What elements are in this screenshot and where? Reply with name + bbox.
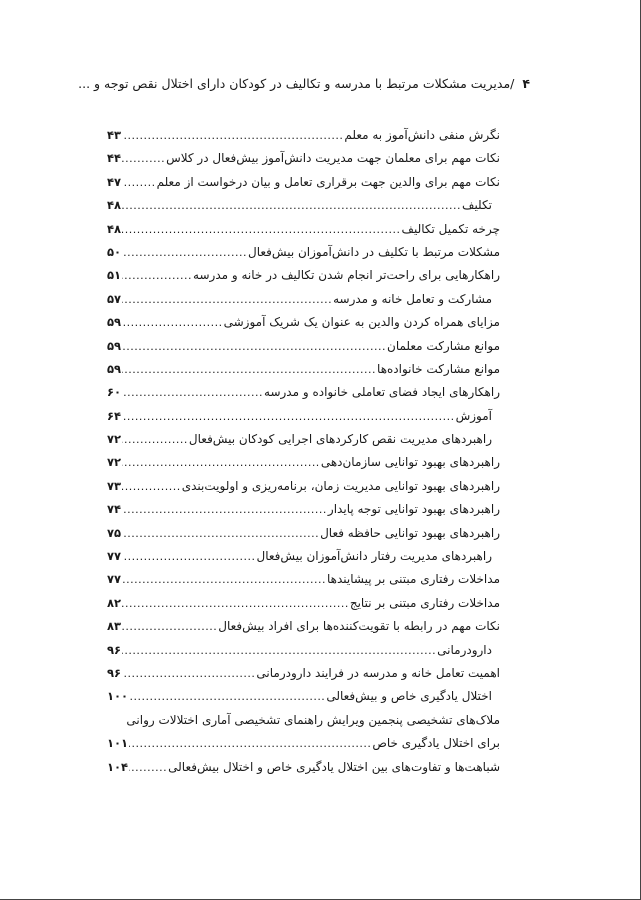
toc-entry-page: ۵۱: [107, 268, 122, 283]
toc-entry-page: ۹۶: [107, 665, 122, 680]
toc-leader-dots: [122, 335, 386, 358]
toc-leader-dots: [122, 171, 156, 194]
toc-entry[interactable]: [107, 451, 500, 474]
toc-entry[interactable]: [107, 545, 500, 568]
toc-entry-title: موانع مشارکت خانواده‌ها: [377, 361, 500, 376]
toc-entry[interactable]: [107, 241, 500, 264]
toc-leader-dots: [122, 124, 343, 147]
toc-entry[interactable]: [107, 662, 500, 685]
toc-entry-title: نگرش منفی دانش‌آموز به معلم: [344, 128, 500, 142]
toc-entry-page: ۴۸: [107, 198, 122, 213]
toc-entry-title: چرخه تکمیل تکالیف: [401, 221, 500, 236]
toc-entry-title: تکلیف: [462, 198, 492, 213]
toc-entry-title: راهکارهایی برای راحت‌تر انجام شدن تکالیف در خانه و مدرسه: [193, 268, 500, 283]
toc-entry-page: ۸۳: [107, 619, 122, 634]
running-header: [78, 76, 530, 91]
toc-leader-dots: [122, 405, 455, 428]
toc-leader-dots: [122, 218, 400, 241]
toc-leader-dots: [122, 615, 217, 638]
table-of-contents: [107, 124, 500, 779]
toc-leader-dots: [122, 639, 436, 662]
toc-leader-dots: [122, 264, 192, 287]
header-title: /مدیریت مشکلات مرتبط با مدرسه و تکالیف در کودکان دارای اختلال نقص توجه و ...: [78, 76, 515, 91]
toc-entry[interactable]: [107, 171, 500, 194]
toc-entry-page: ۴۷: [107, 174, 122, 189]
toc-leader-dots: [129, 685, 325, 708]
toc-leader-dots: [122, 568, 326, 591]
toc-entry[interactable]: [107, 592, 500, 615]
toc-entry[interactable]: [107, 639, 500, 662]
toc-entry-title: مداخلات رفتاری مبتنی بر نتایج: [349, 595, 500, 610]
toc-entry-title: مشکلات مرتبط با تکلیف در دانش‌آموزان بیش‌فعال: [248, 244, 500, 259]
toc-entry-page: ۴۸: [107, 221, 122, 236]
toc-entry-title: مزایای همراه کردن والدین به عنوان یک شریک آموزشی: [223, 315, 500, 330]
toc-leader-dots: [122, 194, 461, 217]
toc-entry-title: آموزش: [455, 408, 492, 423]
toc-entry-title: راهبردهای مدیریت نقص کارکردهای اجرایی کودکان بیش‌فعال: [188, 432, 492, 447]
toc-entry-title: راهبردهای مدیریت رفتار دانش‌آموزان بیش‌فعال: [256, 549, 492, 564]
toc-entry[interactable]: [107, 568, 500, 591]
toc-entry[interactable]: [107, 124, 500, 147]
toc-entry-page: ۴۴: [107, 151, 122, 166]
toc-leader-dots: [129, 756, 167, 779]
toc-entry[interactable]: [107, 405, 500, 428]
toc-leader-dots: [122, 147, 165, 170]
toc-entry-title: راهکارهای ایجاد فضای تعاملی خانواده و مدرسه: [264, 385, 500, 400]
toc-entry-page: ۷۲: [107, 455, 122, 470]
toc-entry-title: اختلال یادگیری خاص و بیش‌فعالی: [326, 689, 492, 704]
toc-entry-title: راهبردهای بهبود توانایی مدیریت زمان، برنامه‌ریزی و اولویت‌بندی: [181, 478, 500, 493]
toc-entry-page: ۷۵: [107, 525, 122, 540]
toc-entry-title: نکات مهم در رابطه با تقویت‌کننده‌ها برای افراد بیش‌فعال: [218, 619, 500, 634]
toc-leader-dots: [122, 475, 181, 498]
toc-entry[interactable]: [107, 381, 500, 404]
toc-entry-page: ۷۷: [107, 572, 122, 587]
toc-entry-title: برای اختلال یادگیری خاص: [372, 736, 500, 751]
toc-entry-page: ۱۰۰: [107, 689, 129, 704]
toc-entry-title: مشارکت و تعامل خانه و مدرسه: [333, 291, 492, 306]
toc-entry-page: ۵۷: [107, 291, 122, 306]
toc-entry[interactable]: [107, 615, 500, 638]
toc-entry-title: شباهت‌ها و تفاوت‌های بین اختلال یادگیری خاص و اختلال بیش‌فعالی: [168, 759, 500, 774]
toc-entry[interactable]: [107, 147, 500, 170]
toc-entry[interactable]: [107, 194, 500, 217]
toc-entry-page: ۱۰۴: [107, 759, 129, 774]
toc-leader-dots: [129, 732, 371, 755]
header-page-number: ۴: [522, 76, 530, 91]
toc-entry-title: راهبردهای بهبود توانایی حافظه فعال: [320, 525, 500, 540]
toc-entry[interactable]: [107, 428, 500, 451]
toc-entry[interactable]: [107, 685, 500, 708]
toc-entry-page: ۷۳: [107, 478, 122, 493]
toc-entry-title: نکات مهم برای معلمان جهت مدیریت دانش‌آموز بیش‌فعال در کلاس: [166, 151, 500, 166]
toc-entry-page: ۵۹: [107, 338, 122, 353]
toc-leader-dots: [122, 381, 263, 404]
toc-entry-title: نکات مهم برای والدین جهت برقراری تعامل و بیان درخواست از معلم: [156, 174, 500, 189]
toc-leader-dots: [122, 545, 255, 568]
toc-entry[interactable]: [107, 288, 500, 311]
toc-entry[interactable]: [107, 756, 500, 779]
toc-entry-page: ۸۲: [107, 595, 122, 610]
toc-entry[interactable]: [107, 218, 500, 241]
toc-entry-title: ملاک‌های تشخیصی پنجمین ویرایش راهنمای تشخیصی آماری اختلالات روانی: [126, 712, 500, 727]
toc-entry[interactable]: [107, 522, 500, 545]
toc-entry-page: ۱۰۱: [107, 736, 129, 751]
toc-entry-title: موانع مشارکت معلمان: [387, 338, 500, 353]
toc-entry[interactable]: [107, 475, 500, 498]
toc-entry-page: ۵۹: [107, 361, 122, 376]
toc-leader-dots: [122, 241, 247, 264]
toc-leader-dots: [122, 592, 349, 615]
toc-entry[interactable]: [107, 498, 500, 521]
toc-entry-page: ۵۰: [107, 244, 122, 259]
toc-entry-page: ۵۹: [107, 315, 122, 330]
toc-leader-dots: [122, 522, 319, 545]
toc-entry[interactable]: [107, 358, 500, 381]
toc-entry-title: دارودرمانی: [437, 642, 492, 657]
toc-entry[interactable]: [107, 335, 500, 358]
toc-entry-title: مداخلات رفتاری مبتنی بر پیشایندها: [326, 572, 500, 587]
toc-entry[interactable]: [107, 732, 500, 755]
toc-entry-page: ۷۲: [107, 432, 122, 447]
toc-entry[interactable]: [107, 264, 500, 287]
toc-entry-page: ۹۶: [107, 642, 122, 657]
toc-entry-title: راهبردهای بهبود توانایی سازمان‌دهی: [320, 455, 500, 470]
toc-entry-title: راهبردهای بهبود توانایی توجه پایدار: [327, 502, 500, 517]
toc-entry[interactable]: [107, 311, 500, 334]
toc-entry-page: ۴۳: [107, 128, 122, 142]
toc-entry-page: ۷۷: [107, 549, 122, 564]
toc-entry-title: اهمیت تعامل خانه و مدرسه در فرایند دارودرمانی: [256, 665, 500, 680]
toc-entry[interactable]: [107, 709, 500, 732]
toc-leader-dots: [122, 288, 332, 311]
toc-entry-page: ۶۴: [107, 408, 122, 423]
toc-entry-page: ۶۰: [107, 385, 122, 400]
toc-leader-dots: [122, 662, 255, 685]
toc-leader-dots: [122, 428, 188, 451]
toc-leader-dots: [122, 498, 327, 521]
toc-leader-dots: [122, 451, 320, 474]
toc-leader-dots: [122, 311, 223, 334]
toc-leader-dots: [122, 358, 376, 381]
toc-entry-page: ۷۴: [107, 502, 122, 517]
